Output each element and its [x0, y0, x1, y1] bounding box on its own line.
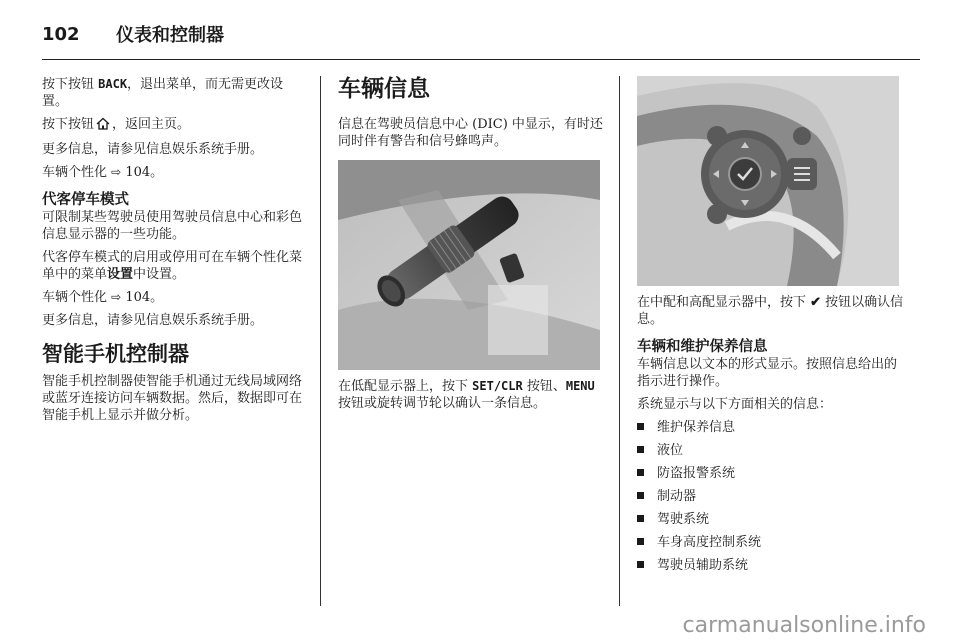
steering-wheel-photo [637, 76, 899, 286]
bullet-icon [637, 560, 647, 570]
stalk-photo [338, 160, 600, 370]
paragraph-smartphone: 智能手机控制器使智能手机通过无线局域网络或蓝牙连接访问车辆数据。然后，数据即可在智能手机上显示并做分析。 [42, 374, 303, 423]
page-number: 102 [42, 23, 80, 45]
back-button-label: BACK [98, 77, 128, 91]
bullet-icon [637, 422, 647, 432]
heading-smartphone: 智能手机控制器 [42, 342, 189, 366]
caption-mid-high-display: 在中配和高配显示器中，按下 ✔ 按钮以确认信息。 [637, 295, 904, 327]
heading-valet-mode: 代客停车模式 [42, 192, 129, 208]
column-divider [320, 76, 321, 606]
heading-vehicle-maintenance: 车辆和维护保养信息 [637, 339, 768, 355]
paragraph-more-info: 更多信息，请参见信息娱乐系统手册。 [42, 142, 264, 157]
column-divider [619, 76, 620, 606]
check-icon: ✔ [810, 295, 822, 310]
paragraph-maint-2: 系统显示与以下方面相关的信息： [637, 397, 833, 412]
paragraph-valet-more: 更多信息，请参见信息娱乐系统手册。 [42, 313, 264, 328]
bullet-icon [637, 445, 647, 455]
paragraph-home: 按下按钮 ，返回主页。 [42, 116, 304, 135]
paragraph-back: 按下按钮 BACK，退出菜单，而无需更改设置。 [42, 77, 284, 109]
paragraph-valet-2: 代客停车模式的启用或停用可在车辆个性化菜单中的菜单设置中设置。 [42, 250, 303, 282]
home-icon [96, 117, 110, 135]
paragraph-personalization-ref: 车辆个性化 ⇨ 104。 [42, 165, 164, 180]
caption-low-display: 在低配显示器上，按下 SET/CLR 按钮、MENU 按钮或旋转调节轮以确认一条信息。 [338, 379, 595, 411]
watermark: carmanualsonline.info [682, 613, 926, 638]
menu-button-label: MENU [565, 379, 595, 393]
heading-vehicle-info: 车辆信息 [338, 76, 430, 102]
list-item: 液位 [637, 442, 905, 459]
bullet-icon [637, 468, 647, 478]
bullet-icon [637, 537, 647, 547]
list-item: 车身高度控制系统 [637, 534, 905, 551]
list-item: 驾驶员辅助系统 [637, 557, 905, 574]
column-left [42, 76, 304, 430]
chapter-title: 仪表和控制器 [116, 25, 224, 46]
reference-arrow-icon: ⇨ [111, 290, 122, 304]
paragraph-valet-1: 可限制某些驾驶员使用驾驶员信息中心和彩色信息显示器的一些功能。 [42, 210, 303, 242]
column-right [637, 76, 905, 580]
paragraph-maint-1: 车辆信息以文本的形式显示。按照信息给出的指示进行操作。 [637, 357, 898, 389]
bullet-icon [637, 514, 647, 524]
column-middle [338, 76, 604, 418]
list-item: 制动器 [637, 488, 905, 505]
list-item: 维护保养信息 [637, 419, 905, 436]
info-list [637, 419, 905, 574]
reference-arrow-icon: ⇨ [111, 165, 122, 179]
set-clr-button-label: SET/CLR [472, 379, 523, 393]
list-item: 驾驶系统 [637, 511, 905, 528]
page-header [42, 20, 224, 48]
paragraph-valet-ref: 车辆个性化 ⇨ 104。 [42, 290, 164, 305]
bullet-icon [637, 491, 647, 501]
header-divider [42, 59, 920, 60]
list-item: 防盗报警系统 [637, 465, 905, 482]
paragraph-dic-intro: 信息在驾驶员信息中心 (DIC) 中显示，有时还同时伴有警告和信号蜂鸣声。 [338, 117, 603, 149]
